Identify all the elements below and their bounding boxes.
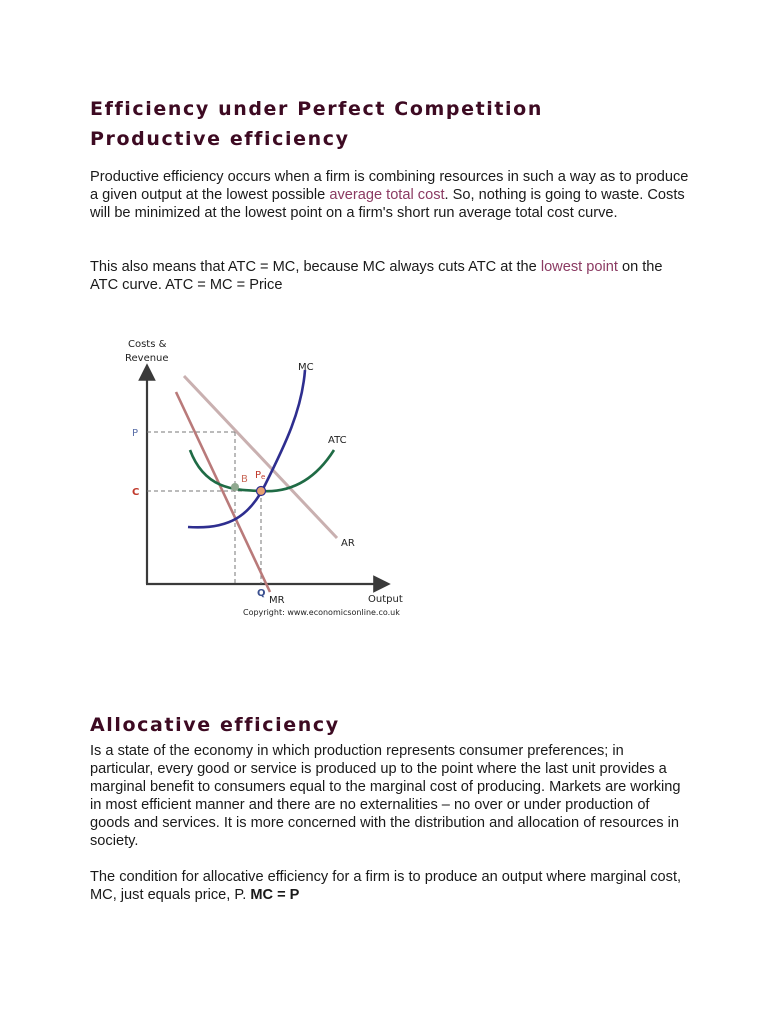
paragraph-text: The condition for allocative efficiency for a firm is to produce an output where marginal cost, MC, just equals price, P.	[90, 869, 682, 903]
efficiency-diagram-svg	[110, 330, 420, 625]
paragraph-productive-definition	[90, 168, 690, 222]
paragraph-allocative-definition: Is a state of the economy in which production represents consumer preferences; in particular, every good or service is produced up to the point where the last unit provides a marginal benefit to consumers equal to the marginal cost of producing. Markets are working in most efficient manner and there are no externalities – no over or under production of goods and services. It is more concerned with the distribution and allocation of resources in society.	[90, 743, 681, 849]
point-b	[231, 483, 239, 491]
label-b: B	[241, 474, 248, 485]
formula-mc-equals-p: MC = P	[250, 887, 300, 903]
efficiency-diagram	[110, 330, 420, 625]
label-q: Q	[257, 588, 266, 599]
y-axis-label-line1: Costs &	[128, 339, 167, 350]
paragraph-text: This also means that ATC = MC, because MC always cuts ATC at the	[90, 259, 541, 275]
label-pe-subscript: e	[261, 473, 266, 481]
paragraph-text: . So, nothing is going to waste. Costs will be minimized at the lowest point on a firm's short run average total cost curve.	[90, 187, 685, 221]
link-average-total-cost[interactable]: average total cost	[329, 187, 445, 203]
page-title: Efficiency under Perfect Competition	[90, 98, 543, 120]
paragraph-atc-equals-mc	[90, 258, 690, 294]
label-ar: AR	[341, 538, 355, 549]
label-mr: MR	[269, 595, 285, 606]
section-heading-allocative: Allocative efficiency	[90, 714, 340, 736]
point-pe	[257, 487, 266, 496]
x-axis-label: Output	[368, 594, 403, 605]
label-atc: ATC	[328, 435, 347, 446]
paragraph-allocative-condition	[90, 868, 690, 904]
paragraph-text: on the ATC curve. ATC = MC = Price	[90, 259, 663, 293]
section-heading-productive: Productive efficiency	[90, 128, 350, 150]
paragraph-text: Productive efficiency occurs when a firm is combining resources in such a way as to produce a given output at the lowest possible	[90, 169, 689, 203]
link-lowest-point[interactable]: lowest point	[540, 259, 618, 275]
y-axis-label-line2: Revenue	[125, 353, 169, 364]
label-c: C	[132, 487, 140, 498]
copyright-text: Copyright: www.economicsonline.co.uk	[243, 608, 400, 617]
mc-curve	[188, 370, 305, 527]
label-p: P	[132, 428, 139, 439]
label-pe-main: P	[255, 470, 262, 481]
label-pe	[255, 470, 265, 481]
label-mc: MC	[298, 362, 314, 373]
